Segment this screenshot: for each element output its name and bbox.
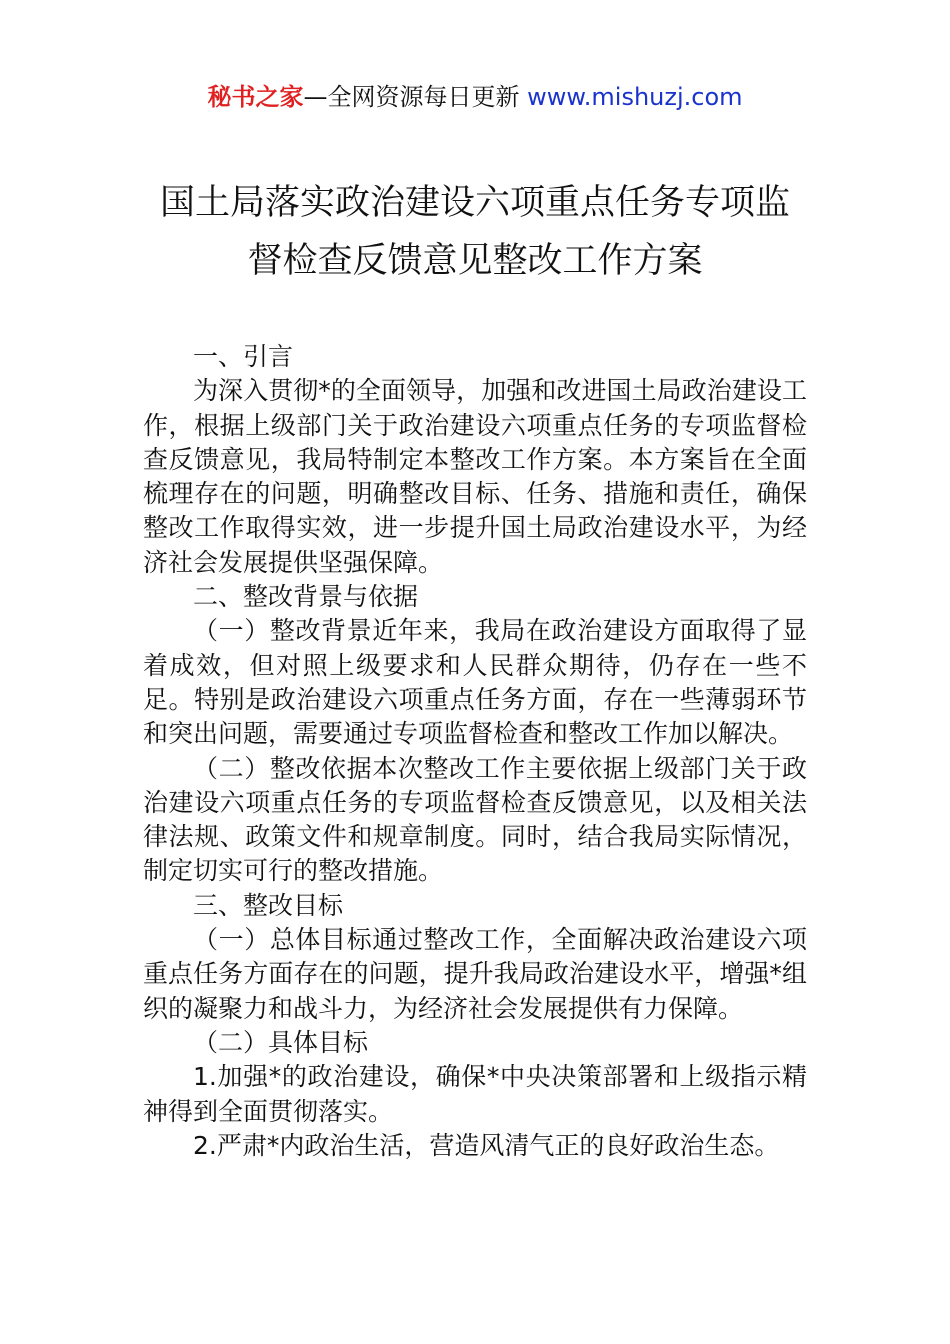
site-brand: 秘书之家 <box>207 83 304 111</box>
paragraph-introduction: 为深入贯彻*的全面领导，加强和改进国土局政治建设工作，根据上级部门关于政治建设六项重点任务的专项监督检查反馈意见，我局特制定本整改工作方案。本方案旨在全面梳理存在的问题，明确整改目标、任务、措施和责任，确保整改工作取得实效，进一步提升国土局政治建设水平，为经济社会发展提供坚强保障。 <box>143 376 807 577</box>
paragraph-background: （一）整改背景近年来，我局在政治建设方面取得了显着成效，但对照上级要求和人民群众期待，仍存在一些不足。特别是政治建设六项重点任务方面，存在一些薄弱环节和突出问题，需要通过专项监督检查和整改工作加以解决。 <box>143 616 807 749</box>
site-header <box>0 80 950 114</box>
paragraph-overall-goal: （一）总体目标通过整改工作，全面解决政治建设六项重点任务方面存在的问题，提升我局政治建设水平，增强*组织的凝聚力和战斗力，为经济社会发展提供有力保障。 <box>143 925 807 1023</box>
document-body <box>143 340 807 1163</box>
site-tagline: —全网资源每日更新 <box>303 83 520 111</box>
section-heading-goals: 三、整改目标 <box>193 890 344 920</box>
section-heading-background: 二、整改背景与依据 <box>193 582 419 612</box>
section-heading-introduction: 一、引言 <box>193 342 294 371</box>
site-url[interactable]: www.mishuzj.com <box>527 83 743 111</box>
document-title <box>100 174 850 290</box>
title-line-2: 督检查反馈意见整改工作方案 <box>247 241 703 281</box>
paragraph-basis: （二）整改依据本次整改工作主要依据上级部门关于政治建设六项重点任务的专项监督检查反馈意见，以及相关法律法规、政策文件和规章制度。同时，结合我局实际情况，制定切实可行的整改措施。 <box>143 753 807 886</box>
title-line-1: 国土局落实政治建设六项重点任务专项监 <box>159 183 790 223</box>
list-item-goal-1: 1.加强*的政治建设，确保*中央决策部署和上级指示精神得到全面贯彻落实。 <box>143 1062 807 1126</box>
subheading-specific-goals: （二）具体目标 <box>193 1027 369 1057</box>
list-item-goal-2: 2.严肃*内政治生活，营造风清气正的良好政治生态。 <box>193 1130 780 1160</box>
